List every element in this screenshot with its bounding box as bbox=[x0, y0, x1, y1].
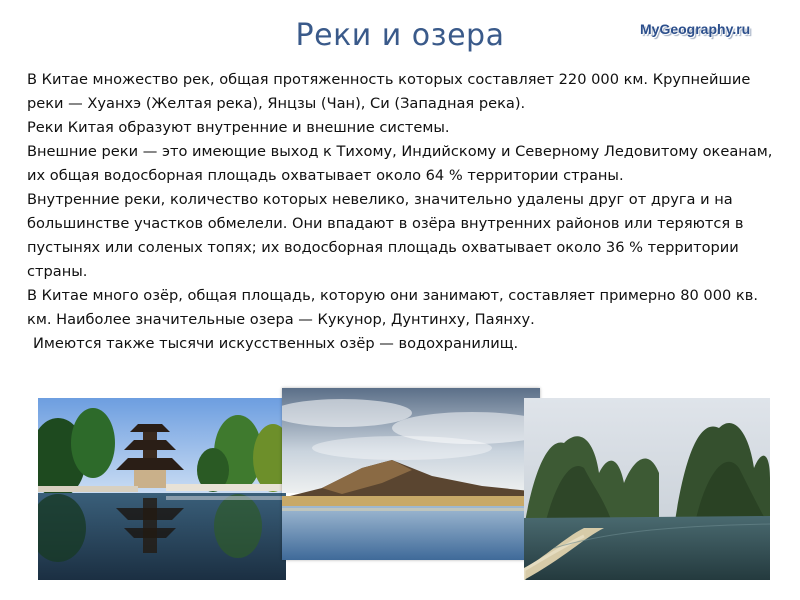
paragraph-river-systems: Реки Китая образуют внутренние и внешние системы. bbox=[27, 119, 450, 136]
paragraph-external-rivers: Внешние реки — это имеющие выход к Тихому, Индийскому и Северному Ледовитому океанам, их общая водосборная площадь охватывает около 64 % территории страны. bbox=[27, 143, 773, 184]
paragraph-internal-rivers: Внутренние реки, количество которых невелико, значительно удалены друг от друга и на большинстве участков обмелели. Они впадают в озёра внутренних районов или теряются в пустынях или соленых топях; их водосборная площадь охватывает около 36 % территории страны. bbox=[27, 191, 744, 280]
paragraph-reservoirs: Имеются также тысячи искусственных озёр — водохранилищ. bbox=[33, 335, 519, 352]
paragraph-rivers-length: В Китае множество рек, общая протяженность которых составляет 220 000 км. Крупнейшие реки — Хуанхэ (Желтая река), Янцзы (Чан), Си (Западная река). bbox=[27, 71, 751, 112]
brand-logo: MyGeography.ru bbox=[640, 21, 751, 37]
karst-river-photo bbox=[524, 398, 770, 580]
pagoda-lake-photo bbox=[38, 398, 286, 580]
slide-title: Реки и озера bbox=[295, 18, 505, 53]
body-text bbox=[27, 68, 775, 356]
mountain-lake-photo bbox=[282, 388, 540, 560]
paragraph-lakes: В Китае много озёр, общая площадь, которую они занимают, составляет примерно 80 000 кв. км. Наиболее значительные озера — Кукунор, Дунтинху, Паянху. bbox=[27, 287, 758, 328]
